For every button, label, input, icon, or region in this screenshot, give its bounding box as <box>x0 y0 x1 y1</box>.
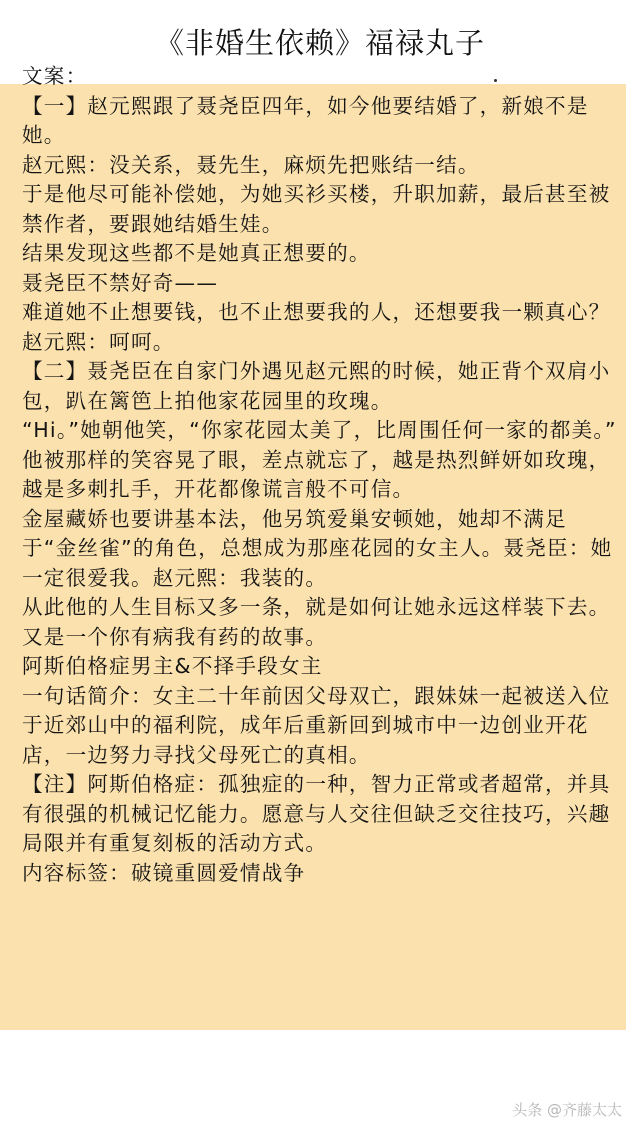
paragraph: 他被那样的笑容晃了眼，差点就忘了，越是热烈鲜妍如玫瑰，越是多刺扎手，开花都像谎言般不可信。 <box>22 447 611 501</box>
paragraph: 赵元熙：没关系，聂先生，麻烦先把账结一结。 <box>22 152 480 177</box>
paragraph-part-one: 【一】赵元熙跟了聂尧臣四年，如今他要结婚了，新娘不是她。 <box>22 93 589 147</box>
paragraph-tags: 内容标签：破镜重圆爱情战争 <box>22 860 306 885</box>
paragraph: 于是他尽可能补偿她，为她买衫买楼，升职加薪，最后甚至被禁作者，要跟她结婚生娃。 <box>22 182 611 236</box>
paragraph-label: 文案： <box>22 64 88 88</box>
paragraph: 又是一个你有病我有药的故事。 <box>22 624 328 649</box>
paragraph-note: 【注】阿斯伯格症：孤独症的一种，智力正常或者超常，并具有很强的机械记忆能力。愿意与人交往但缺乏交往技巧，兴趣局限并有重复刻板的活动方式。 <box>22 772 611 855</box>
watermark: 头条 @齐藤太太 <box>512 1101 622 1119</box>
synopsis-text <box>22 62 620 888</box>
paragraph: 结果发现这些都不是她真正想要的。 <box>22 241 371 265</box>
paragraph: 难道她不止想要钱，也不止想要我的人，还想要我一颗真心？赵元熙：呵呵。 <box>22 300 611 354</box>
page-title: 《非婚生依赖》福禄丸子 <box>154 26 485 60</box>
paragraph: 聂尧臣不禁好奇—— <box>22 270 219 295</box>
paragraph-summary: 一句话简介：女主二十年前因父母双亡，跟妹妹一起被送入位于近郊山中的福利院，成年后重新回到城市中一边创业开花店，一边努力寻找父母死亡的真相。 <box>22 683 611 767</box>
paragraph: “Hi。”她朝他笑，“你家花园太美了，比周围任何一家的都美。” <box>22 418 617 442</box>
paragraph: 金屋藏娇也要讲基本法，他另筑爱巢安顿她，她却不满足于“金丝雀”的角色，总想成为那座花园的女主人。聂尧臣：她一定很爱我。赵元熙：我装的。 <box>22 506 613 590</box>
paragraph-part-two: 【二】聂尧臣在自家门外遇见赵元熙的时候，她正背个双肩小包，趴在篱笆上拍他家花园里的玫瑰。 <box>22 359 611 413</box>
paragraph: 从此他的人生目标又多一条，就是如何让她永远这样装下去。 <box>22 595 611 619</box>
paragraph-leads: 阿斯伯格症男主&不择手段女主 <box>22 654 323 678</box>
